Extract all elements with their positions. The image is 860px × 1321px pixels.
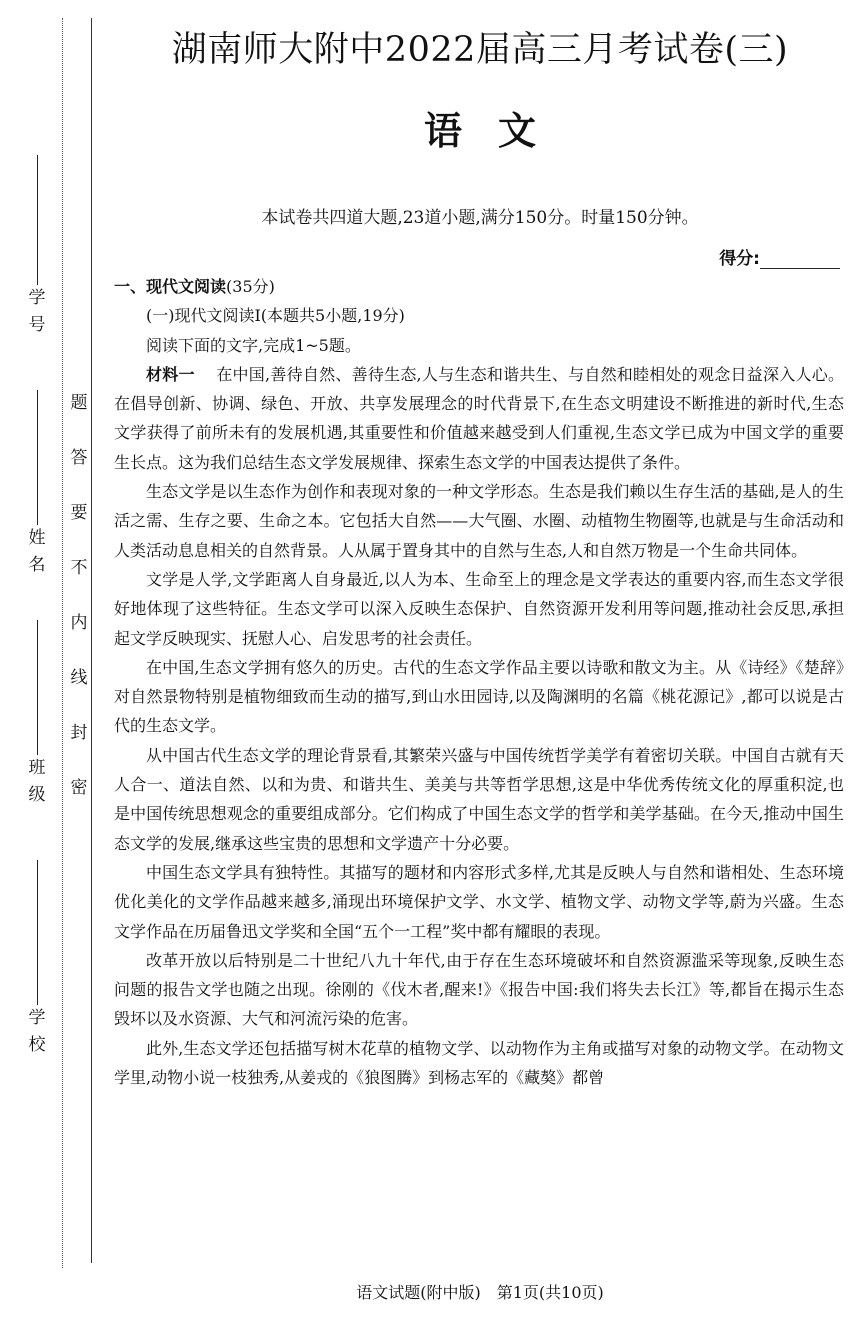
warning-char: 线 — [70, 668, 88, 688]
paragraph: 中国生态文学具有独特性。其描写的题材和内容形式多样,尤其是反映人与自然和谐相处、生态环境优化美化的文学作品越来越多,涌现出环境保护文学、水文学、植物文学、动物文学等,蔚为兴盛。生态文学作品在历届鲁迅文学奖和全国“五个一工程”奖中都有耀眼的表现。 — [114, 862, 844, 941]
frame-line — [91, 18, 92, 1263]
field-label-char: 号 — [28, 315, 46, 335]
field-label-char: 校 — [28, 1035, 46, 1055]
field-label-char: 班 — [28, 758, 46, 778]
field-class[interactable] — [18, 620, 56, 809]
seal-dotted-line — [62, 18, 63, 1268]
section-heading — [114, 272, 844, 301]
paragraph-text: 在中国,善待自然、善待生态,人与生态和谐共生、与自然和睦相处的观念日益深入人心。在倡导创新、协调、绿色、开放、共享发展理念的时代背景下,在生态文明建设不断推进的新时代,生态文学获得了前所未有的发展机遇,其重要性和价值越来越受到人们重视,生态文学已成为中国文学的重要生长点。这为我们总结生态文学发展规律、探索生态文学的中国表达提供了条件。 — [114, 364, 844, 472]
seal-warning — [68, 395, 90, 835]
paragraph: 在中国,生态文学拥有悠久的历史。古代的生态文学作品主要以诗歌和散文为主。从《诗经》《楚辞》对自然景物特别是植物细致而生动的描写,到山水田园诗,以及陶渊明的名篇《桃花源记》,都可以说是古代的生态文学。 — [114, 657, 844, 736]
score-label: 得分: — [719, 249, 760, 269]
exam-title: 湖南师大附中2022届高三月考试卷(三) — [171, 30, 789, 70]
warning-char: 内 — [70, 613, 88, 633]
score-blank[interactable] — [760, 248, 840, 269]
subject-title: 语文 — [423, 108, 572, 153]
exam-info: 本试卷共四道大题,23道小题,满分150分。时量150分钟。 — [261, 208, 699, 228]
field-student-id[interactable] — [18, 155, 56, 339]
material-label: 材料一 — [146, 364, 195, 384]
instruction: 阅读下面的文字,完成1~5题。 — [146, 335, 361, 355]
sub-heading: (一)现代文阅读Ⅰ(本题共5小题,19分) — [146, 306, 405, 326]
warning-char: 不 — [70, 558, 88, 578]
page-footer: 语文试题(附中版) 第1页(共10页) — [356, 1283, 604, 1302]
paragraph: 文学是人学,文学距离人自身最近,以人为本、生命至上的理念是文学表达的重要内容,而生态文学很好地体现了这些特征。生态文学可以深入反映生态保护、自然资源开发利用等问题,推动社会反思,承担起文学反映现实、抚慰人心、启发思考的社会责任。 — [114, 569, 844, 648]
paragraph: 此外,生态文学还包括描写树木花草的植物文学、以动物作为主角或描写对象的动物文学。在动物文学里,动物小说一枝独秀,从姜戎的《狼图腾》到杨志军的《藏獒》都曾 — [114, 1038, 844, 1088]
warning-char: 题 — [70, 393, 88, 413]
score-field[interactable] — [719, 244, 840, 269]
section-points: (35分) — [226, 277, 275, 296]
field-label-char: 级 — [28, 785, 46, 805]
section-heading-text: 一、现代文阅读 — [114, 277, 227, 296]
paragraph: 生态文学是以生态作为创作和表现对象的一种文学形态。生态是我们赖以生存生活的基础,是人的生活之需、生存之要、生命之本。它包括大自然——大气圈、水圈、动植物生物圈等,也就是与生命活动和人类活动息息相关的自然背景。人从属于置身其中的自然与生态,人和自然万物是一个生命共同体。 — [114, 482, 844, 560]
warning-char: 答 — [70, 448, 88, 468]
field-label-char: 学 — [28, 1008, 46, 1028]
student-info-fields — [18, 140, 56, 1280]
binding-margin — [0, 0, 100, 1321]
field-name[interactable] — [18, 390, 56, 579]
warning-char: 要 — [70, 503, 88, 523]
paragraph — [114, 360, 844, 477]
field-label-char: 学 — [28, 288, 46, 308]
paragraph: 改革开放以后特别是二十世纪八九十年代,由于存在生态环境破坏和自然资源滥采等现象,反映生态问题的报告文学也随之出现。徐刚的《伐木者,醒来!》《报告中国:我们将失去长江》等,都旨在揭示生态毁坏以及水资源、大气和河流污染的危害。 — [114, 950, 844, 1029]
warning-char: 密 — [70, 778, 88, 798]
section-modern-reading — [114, 272, 844, 1092]
field-label-char: 名 — [28, 555, 46, 575]
paragraph: 从中国古代生态文学的理论背景看,其繁荣兴盛与中国传统哲学美学有着密切关联。中国自古就有天人合一、道法自然、以和为贵、和谐共生、美美与共等哲学思想,这是中华优秀传统文化的厚重积淀,也是中国传统思想观念的重要组成部分。它们构成了中国生态文学的哲学和美学基础。在今天,推动中国生态文学的发展,继承这些宝贵的思想和文学遗产十分必要。 — [114, 745, 844, 853]
warning-char: 封 — [70, 723, 88, 743]
field-label-char: 姓 — [28, 528, 46, 548]
field-school[interactable] — [18, 860, 56, 1059]
